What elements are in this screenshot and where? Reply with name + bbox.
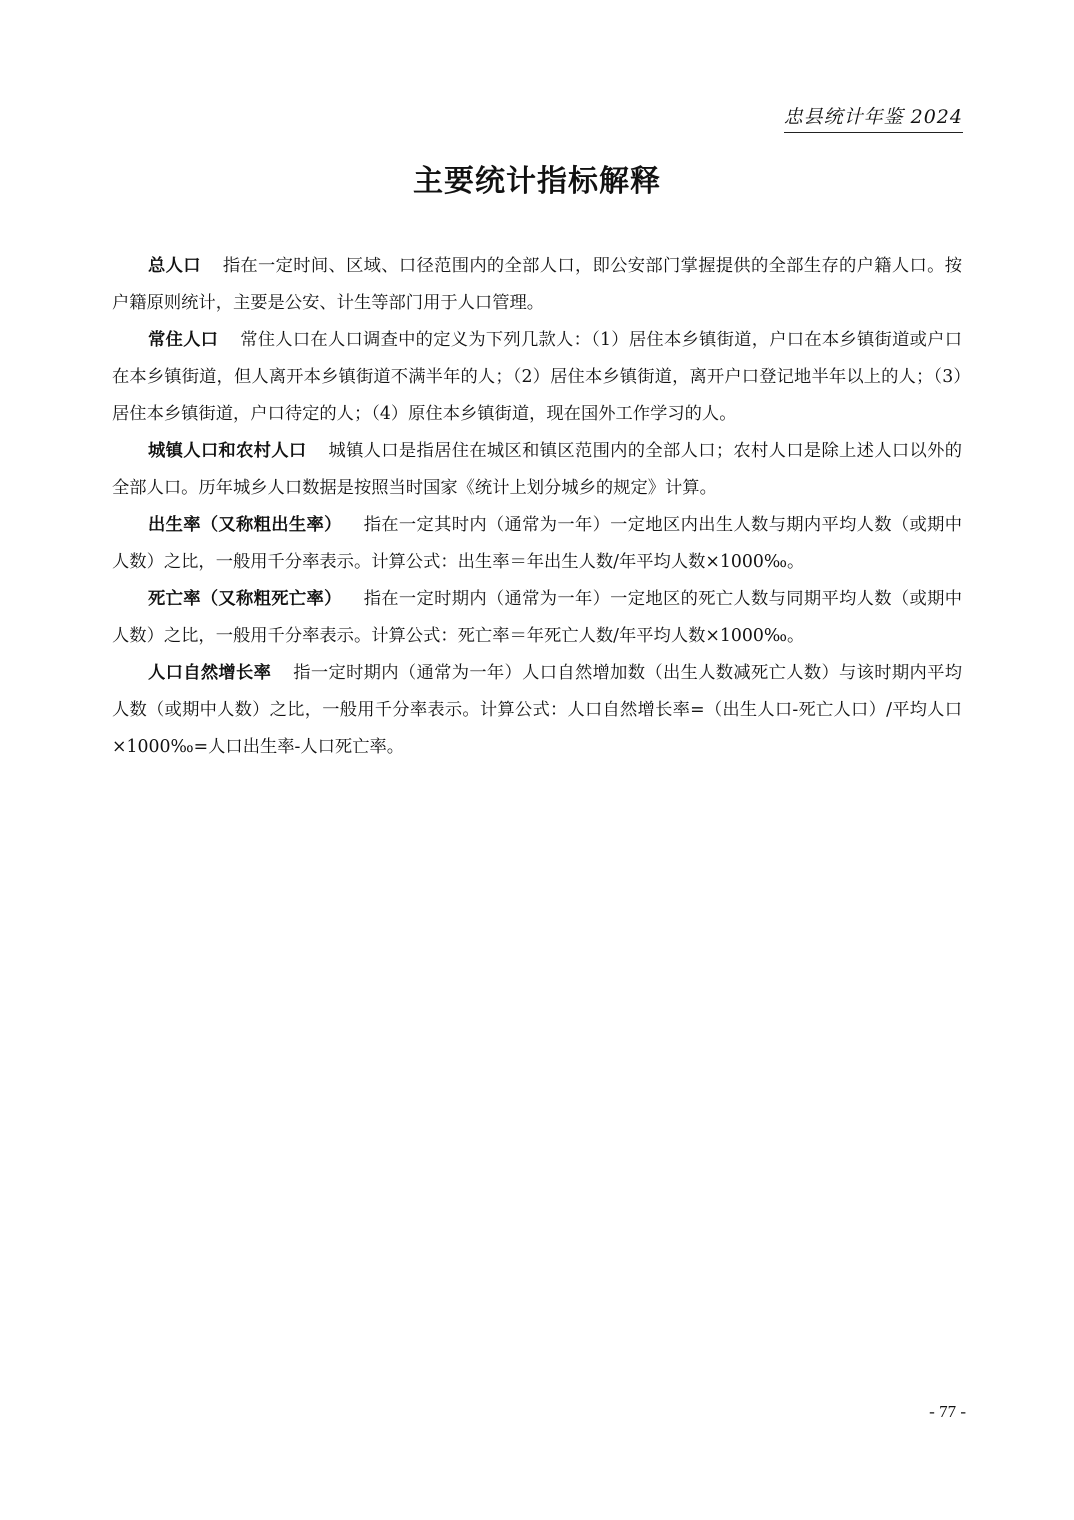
running-header: 忠县统计年鉴 2024 <box>784 104 963 133</box>
definition-death-rate <box>112 581 962 655</box>
definition-resident-population <box>112 322 962 433</box>
definitions-body <box>112 248 962 766</box>
page-number: - 77 - <box>929 1402 966 1421</box>
term-label: 城镇人口和农村人口 <box>148 441 307 461</box>
term-label: 常住人口 <box>148 330 219 350</box>
definition-text: 指在一定其时内（通常为一年）一定地区内出生人数与期内平均人数（或期中人数）之比，一般用千分率表示。计算公式：出生率＝年出生人数/年平均人数×1000‰。 <box>112 515 962 572</box>
definition-birth-rate <box>112 507 962 581</box>
term-label: 总人口 <box>148 256 201 276</box>
definition-text: 常住人口在人口调查中的定义为下列几款人：（1）居住本乡镇街道，户口在本乡镇街道或户口在本乡镇街道，但人离开本乡镇街道不满半年的人；（2）居住本乡镇街道，离开户口登记地半年以上的人；（3）居住本乡镇街道，户口待定的人；（4）原住本乡镇街道，现在国外工作学习的人。 <box>112 330 962 424</box>
definition-text: 指在一定时间、区域、口径范围内的全部人口，即公安部门掌握提供的全部生存的户籍人口。按户籍原则统计，主要是公安、计生等部门用于人口管理。 <box>112 256 962 313</box>
term-label: 死亡率（又称粗死亡率） <box>148 589 342 609</box>
definition-text: 指一定时期内（通常为一年）人口自然增加数（出生人数减死亡人数）与该时期内平均人数（或期中人数）之比，一般用千分率表示。计算公式：人口自然增长率=（出生人口-死亡人口）/平均人口×1000‰=人口出生率-人口死亡率。 <box>112 663 962 757</box>
definition-urban-rural-population <box>112 433 962 507</box>
page-title: 主要统计指标解释 <box>413 164 661 199</box>
definition-total-population <box>112 248 962 322</box>
term-label: 人口自然增长率 <box>148 663 272 683</box>
definition-natural-growth-rate <box>112 655 962 766</box>
definition-text: 城镇人口是指居住在城区和镇区范围内的全部人口；农村人口是除上述人口以外的全部人口。历年城乡人口数据是按照当时国家《统计上划分城乡的规定》计算。 <box>112 441 962 498</box>
definition-text: 指在一定时期内（通常为一年）一定地区的死亡人数与同期平均人数（或期中人数）之比，一般用千分率表示。计算公式：死亡率＝年死亡人数/年平均人数×1000‰。 <box>112 589 962 646</box>
term-label: 出生率（又称粗出生率） <box>148 515 342 535</box>
